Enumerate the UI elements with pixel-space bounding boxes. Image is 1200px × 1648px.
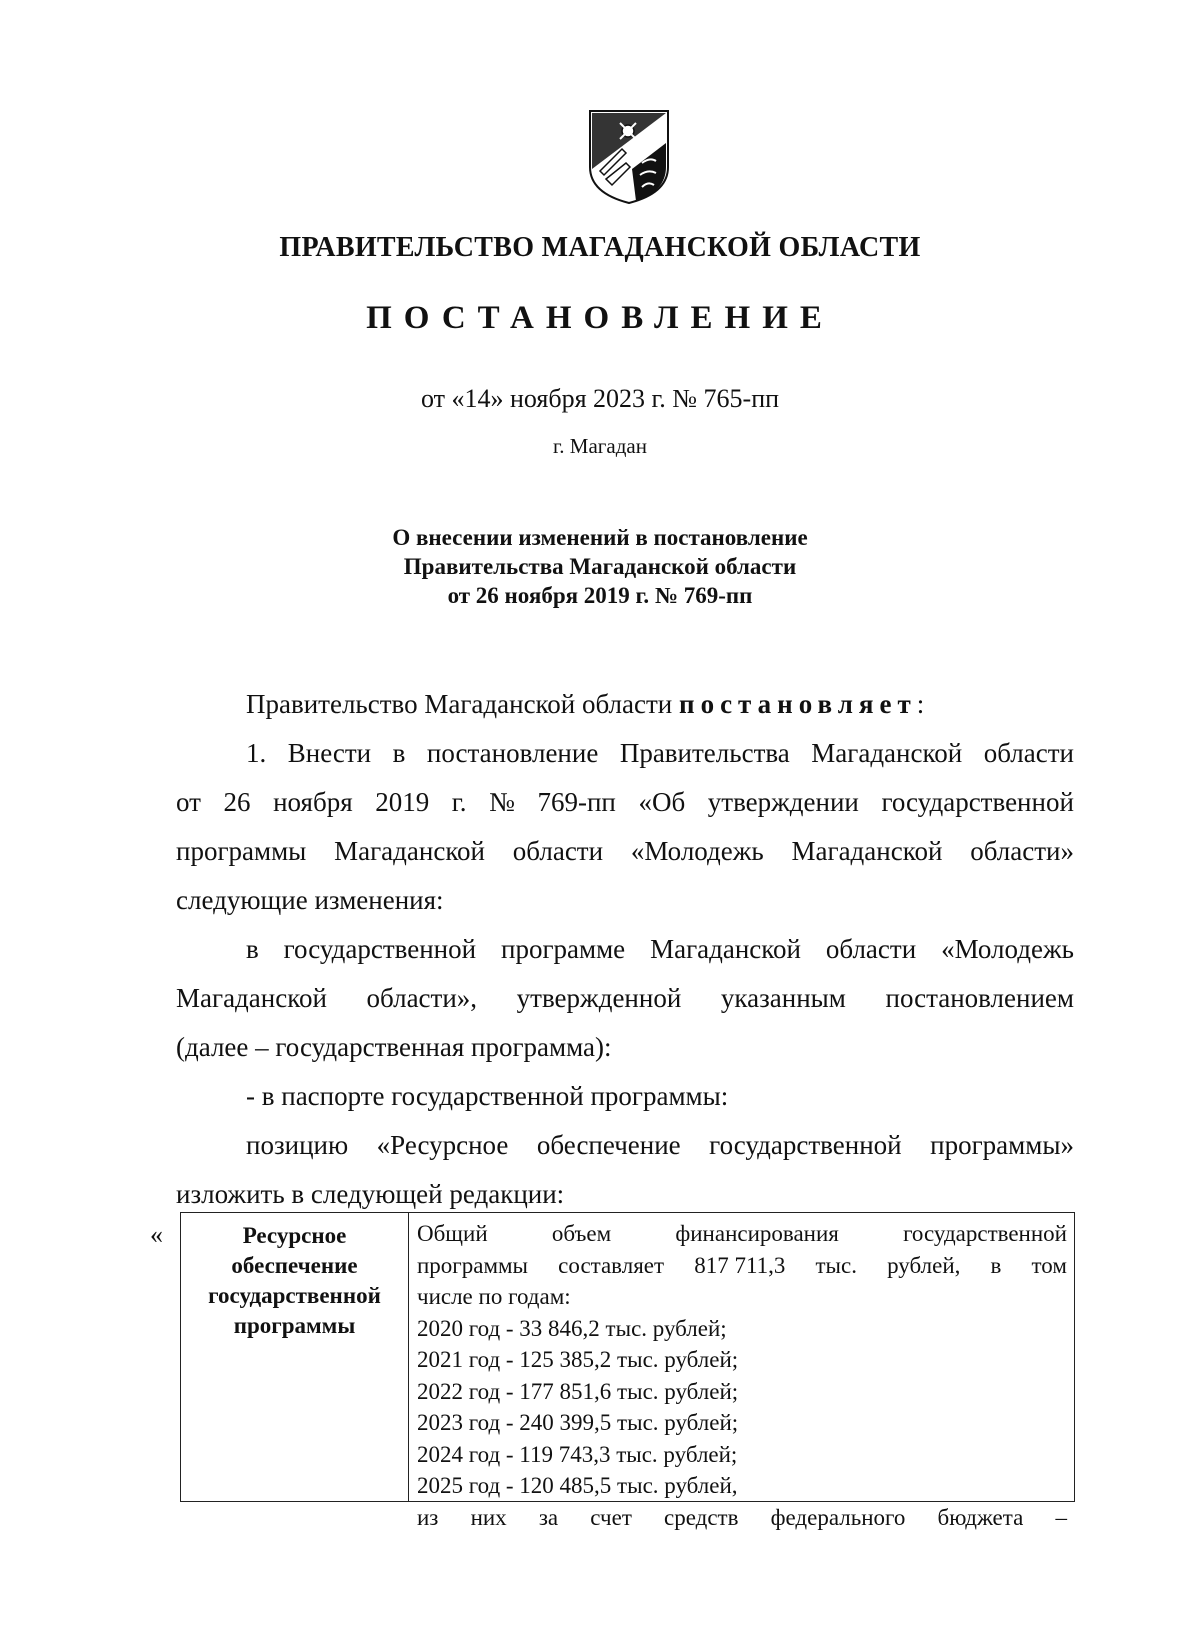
year-line: 2024 год - 119 743,3 тыс. рублей;	[417, 1441, 738, 1467]
word: обеспечение	[536, 1130, 681, 1160]
word: программы	[176, 836, 307, 866]
word: области»,	[366, 983, 478, 1013]
word: 817 711,3	[694, 1252, 786, 1278]
word: счет	[590, 1504, 632, 1530]
position-paragraph	[176, 1121, 1074, 1219]
word: программы»	[930, 1130, 1074, 1160]
word: в	[392, 738, 406, 768]
word: Магаданской	[650, 934, 801, 964]
word: за	[538, 1504, 559, 1530]
word: «Молодежь	[941, 934, 1074, 964]
word: указанным	[720, 983, 846, 1013]
word: рублей,	[887, 1252, 961, 1278]
word: от	[176, 787, 201, 817]
word: государственной	[881, 787, 1074, 817]
word: области	[825, 934, 917, 964]
word: составляет	[558, 1252, 665, 1278]
justified-line	[417, 1218, 1067, 1250]
document-date-number: от «14» ноября 2023 г. № 765-пп	[420, 384, 780, 413]
word: утвержденной	[516, 983, 682, 1013]
justified-line	[176, 974, 1074, 1023]
word: них	[470, 1504, 507, 1530]
word: «Ресурсное	[376, 1130, 509, 1160]
word: г.	[451, 787, 467, 817]
preamble-paragraph	[176, 680, 1074, 729]
word: Магаданской	[334, 836, 486, 866]
document-type: ПОСТАНОВЛЕНИЕ	[366, 300, 834, 336]
row-header-line: Ресурсное	[242, 1223, 347, 1248]
word: Общий	[417, 1221, 488, 1246]
word: Правительства	[619, 738, 790, 768]
table-row-value	[417, 1213, 1067, 1533]
word: №	[489, 787, 515, 817]
year-line: 2022 год - 177 851,6 тыс. рублей;	[417, 1378, 739, 1404]
word: объем	[551, 1221, 612, 1246]
word: Магаданской	[811, 738, 963, 768]
word: области	[983, 738, 1074, 768]
year-line: 2025 год - 120 485,5 тыс. рублей,	[417, 1473, 738, 1498]
justified-line	[176, 729, 1074, 778]
word: области»	[970, 836, 1074, 866]
preamble-colon: :	[916, 689, 925, 719]
paragraph-line: следующие изменения:	[176, 885, 444, 915]
paragraph-line: (далее – государственная программа):	[176, 1032, 612, 1062]
word: утверждении	[707, 787, 859, 817]
word: программе	[501, 934, 626, 964]
organization-title: ПРАВИТЕЛЬСТВО МАГАДАНСКОЙ ОБЛАСТИ	[279, 232, 921, 263]
justified-line	[176, 1121, 1074, 1170]
word: в	[990, 1252, 1002, 1278]
word: государственной	[709, 1130, 902, 1160]
resource-table	[180, 1212, 1075, 1530]
word: Магаданской	[176, 983, 327, 1013]
word: области	[512, 836, 604, 866]
word: тыс.	[815, 1252, 857, 1278]
word: 769-пп	[537, 787, 616, 817]
word: в	[246, 934, 259, 964]
word: постановлением	[885, 983, 1074, 1013]
subject-line: О внесении изменений в постановление	[392, 525, 808, 550]
preamble-lead: Правительство Магаданской области	[246, 689, 673, 719]
passport-paragraph	[176, 1072, 1074, 1121]
table-row-header	[181, 1213, 409, 1501]
paragraph-line: изложить в следующей редакции:	[176, 1179, 565, 1209]
justified-line	[176, 827, 1074, 876]
justified-line	[417, 1250, 1067, 1282]
word: федерального	[770, 1504, 906, 1530]
document-city: г. Магадан	[553, 434, 647, 458]
word: 1.	[246, 738, 267, 768]
preamble-verb: постановляет	[679, 689, 917, 719]
word: средств	[664, 1504, 739, 1530]
word: 26	[223, 787, 251, 817]
word: том	[1031, 1252, 1067, 1278]
word: из	[417, 1504, 439, 1530]
year-line: 2021 год - 125 385,2 тыс. рублей;	[417, 1347, 739, 1372]
value-line: числе по годам:	[417, 1284, 571, 1309]
justified-line	[417, 1502, 1067, 1534]
word: постановление	[426, 738, 599, 768]
word: государственной	[283, 934, 477, 964]
year-line: 2023 год - 240 399,5 тыс. рублей;	[417, 1410, 739, 1435]
word: бюджета	[937, 1504, 1024, 1530]
word: программы	[417, 1252, 529, 1278]
word: ноября	[273, 787, 353, 817]
word: 2019	[375, 787, 430, 817]
magadan-coat-of-arms-icon	[586, 109, 672, 205]
row-header-line: обеспечение	[231, 1253, 358, 1278]
justified-line	[176, 925, 1074, 974]
item-1-paragraph	[176, 729, 1074, 925]
row-header-line: программы	[233, 1313, 356, 1338]
word: –	[1055, 1504, 1067, 1530]
paragraph-line: - в паспорте государственной программы:	[246, 1081, 729, 1111]
subject-line: Правительства Магаданской области	[403, 554, 797, 579]
word: Магаданской	[791, 836, 943, 866]
word: позицию	[246, 1130, 349, 1160]
justified-line	[176, 778, 1074, 827]
document-subject	[0, 523, 1200, 610]
row-header-line: государственной	[208, 1283, 381, 1308]
word: финансирования	[675, 1221, 839, 1246]
word: «Молодежь	[630, 836, 764, 866]
word: «Об	[638, 787, 686, 817]
opening-quote-mark: «	[150, 1220, 163, 1249]
program-paragraph	[176, 925, 1074, 1072]
word: Внести	[287, 738, 372, 768]
subject-line: от 26 ноября 2019 г. № 769-пп	[447, 583, 753, 608]
word: государственной	[903, 1221, 1067, 1246]
year-line: 2020 год - 33 846,2 тыс. рублей;	[417, 1315, 727, 1341]
